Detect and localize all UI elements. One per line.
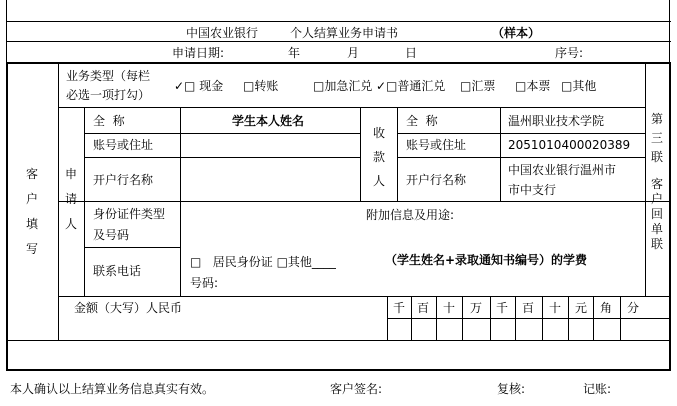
- digit-qian-2: 千: [496, 301, 509, 315]
- year-label: 年: [288, 46, 301, 60]
- applicant-label: 申 请 人: [64, 167, 77, 231]
- urgent-remit-option[interactable]: □加急汇兑: [313, 79, 373, 93]
- digit-wan: 万: [470, 301, 483, 315]
- digit-shi: 十: [443, 301, 456, 315]
- applicant-id-label-2: 及号码: [93, 228, 130, 242]
- payee-bank-value-2[interactable]: 市中支行: [508, 183, 557, 197]
- applicant-name-label: 全 称: [93, 114, 125, 128]
- digit-qian: 千: [393, 301, 406, 315]
- copy-label: 第 三 联 客 户 回 单 联: [650, 112, 663, 251]
- digit-jiao: 角: [600, 301, 613, 315]
- applicant-bank-label: 开户行名称: [93, 173, 154, 187]
- purpose-value[interactable]: （学生姓名+录取通知书编号）的学费: [385, 253, 588, 267]
- payee-bank-value[interactable]: 中国农业银行温州市: [508, 163, 617, 177]
- applicant-phone-label: 联系电话: [93, 264, 142, 278]
- amount-label: 金额（大写）人民币: [74, 301, 183, 315]
- payee-account-value[interactable]: 2051010400020389: [508, 138, 631, 152]
- payee-bank-label: 开户行名称: [406, 173, 467, 187]
- signature-label: 客户签名:: [330, 382, 383, 396]
- cash-option[interactable]: ✓□ 现金: [174, 79, 224, 93]
- business-type-hint: 必选一项打勾）: [66, 88, 151, 102]
- serial-label: 序号:: [555, 46, 584, 60]
- confirm-text: 本人确认以上结算业务信息真实有效。: [10, 382, 215, 396]
- digit-shi-2: 十: [549, 301, 562, 315]
- payee-name-value[interactable]: 温州职业技术学院: [508, 114, 605, 128]
- review-label: 复核:: [497, 382, 526, 396]
- id-number-label: 号码:: [190, 276, 219, 290]
- digit-yuan: 元: [575, 301, 588, 315]
- payee-label: 收 款 人: [372, 126, 385, 188]
- form-title: 个人结算业务申请书: [290, 26, 399, 40]
- draft-option[interactable]: □汇票: [460, 79, 496, 93]
- payee-account-label: 账号或住址: [406, 138, 467, 152]
- bank-name: 中国农业银行: [186, 26, 259, 40]
- other-option[interactable]: □其他: [561, 79, 597, 93]
- extra-info-label: 附加信息及用途:: [366, 208, 455, 222]
- date-label: 申请日期:: [172, 46, 225, 60]
- record-label: 记账:: [583, 382, 612, 396]
- normal-remit-option[interactable]: ✓□普通汇兑: [376, 79, 446, 93]
- day-label: 日: [405, 46, 418, 60]
- digit-fen: 分: [627, 301, 640, 315]
- customer-fill-label: 客 户 填 写: [25, 167, 38, 256]
- promissory-option[interactable]: □本票: [515, 79, 551, 93]
- transfer-option[interactable]: □转账: [243, 79, 279, 93]
- business-type-label: 业务类型（每栏: [66, 69, 151, 83]
- month-label: 月: [347, 46, 360, 60]
- payee-name-label: 全 称: [406, 114, 438, 128]
- applicant-account-label: 账号或住址: [93, 138, 154, 152]
- applicant-name-value[interactable]: 学生本人姓名: [232, 114, 305, 128]
- sample-mark: （样本）: [492, 26, 541, 40]
- digit-bai: 百: [417, 301, 430, 315]
- applicant-id-label: 身份证件类型: [93, 207, 166, 221]
- digit-bai-2: 百: [522, 301, 535, 315]
- id-type-options[interactable]: □ 居民身份证 □其他____: [190, 255, 336, 269]
